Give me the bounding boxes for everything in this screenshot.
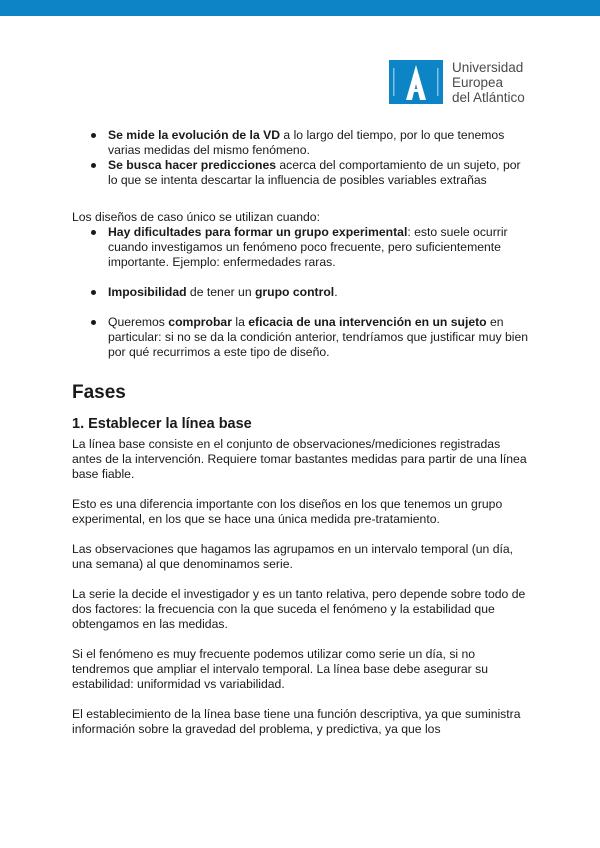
list-item: Queremos comprobar la eficacia de una intervención en un sujeto en particular: si no se da la condición anterior, tendríamos que justificar muy bien por qué recurrimos a este tipo de diseño. — [72, 315, 532, 360]
university-name-line: del Atlántico — [452, 90, 525, 105]
list-item: Se busca hacer predicciones acerca del comportamiento de un sujeto, por lo que se intenta descartar la influencia de posibles variables extrañas — [72, 158, 532, 188]
list-item: Imposibilidad de tener un grupo control. — [72, 285, 532, 300]
intro-text: Los diseños de caso único se utilizan cuando: — [72, 210, 320, 224]
university-name — [452, 60, 525, 105]
paragraph: La línea base consiste en el conjunto de observaciones/mediciones registradas antes de la intervención. Requiere tomar bastantes medidas para partir de una línea base fiable. — [72, 437, 527, 481]
list-item: Hay dificultades para formar un grupo experimental: esto suele ocurrir cuando investigamos un fenómeno poco frecuente, pero suficientemente importante. Ejemplo: enfermedades raras. — [72, 225, 532, 270]
university-name-line: Europea — [452, 75, 504, 90]
university-logo — [389, 60, 525, 105]
header-accent-bar — [0, 0, 600, 16]
paragraph: Si el fenómeno es muy frecuente podemos utilizar como serie un día, si no tendremos que ampliar el intervalo temporal. La línea base debe asegurar su estabilidad: uniformidad vs variabilidad. — [72, 647, 488, 691]
conditions-list — [72, 225, 532, 360]
paragraph: El establecimiento de la línea base tiene una función descriptiva, ya que suministra información sobre la gravedad del problema, y predictiva, ya que los — [72, 707, 521, 736]
section-title: Fases — [72, 382, 126, 403]
paragraph: Esto es una diferencia importante con los diseños en los que tenemos un grupo experimental, en los que se hace una única medida pre-tratamiento. — [72, 497, 503, 526]
paragraph: Las observaciones que hagamos las agrupamos en un intervalo temporal (un día, una semana) al que denominamos serie. — [72, 542, 514, 571]
subsection-title: 1. Establecer la línea base — [72, 416, 252, 432]
document-body — [72, 128, 532, 737]
university-a-logo-icon — [389, 60, 443, 104]
paragraph: La serie la decide el investigador y es un tanto relativa, pero depende sobre todo de dos factores: la frecuencia con la que suceda el fenómeno y la estabilidad que obtengamos en las medidas. — [72, 587, 526, 631]
list-item: Se mide la evolución de la VD a lo largo del tiempo, por lo que tenemos varias medidas del mismo fenómeno. — [72, 128, 532, 158]
university-name-line: Universidad — [452, 60, 524, 75]
top-bullet-list — [72, 128, 532, 188]
